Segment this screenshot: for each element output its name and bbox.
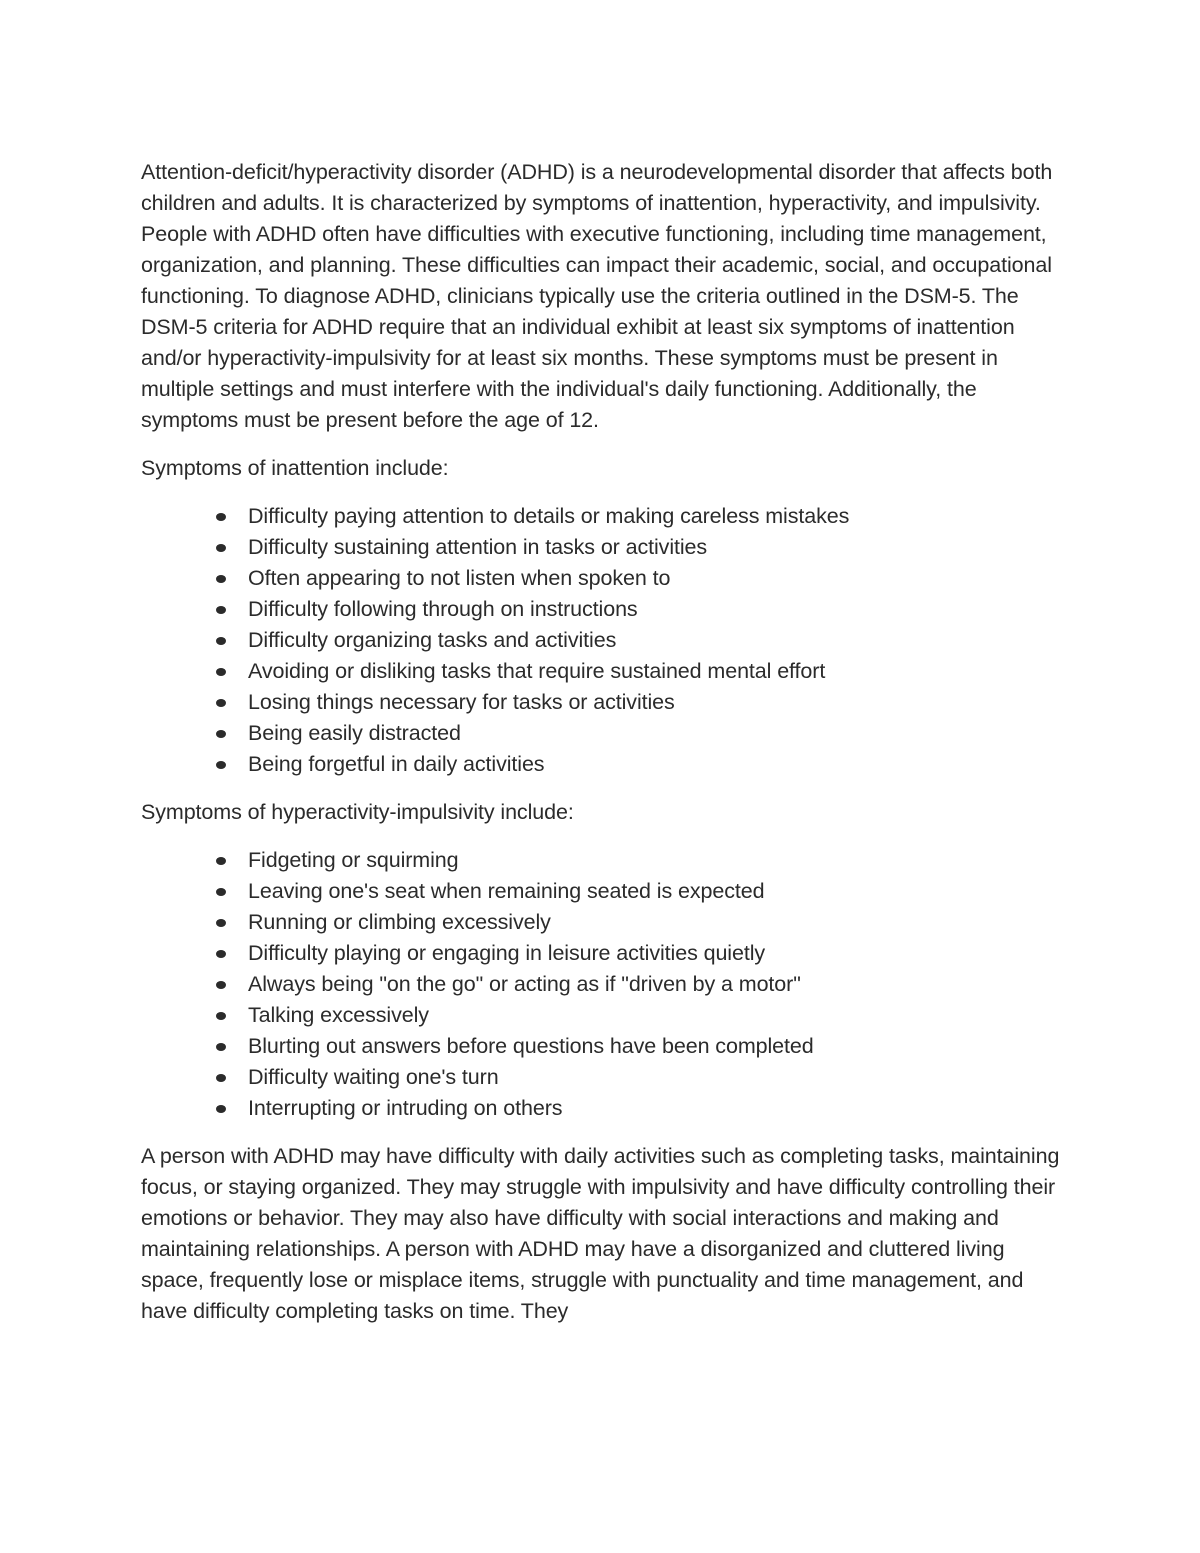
list-item-text: Leaving one's seat when remaining seated is expected xyxy=(248,879,765,903)
list-item xyxy=(141,1031,1061,1062)
hyperactivity-heading: Symptoms of hyperactivity-impulsivity include: xyxy=(141,800,574,824)
list-item-text: Always being "on the go" or acting as if "driven by a motor" xyxy=(248,972,801,996)
list-item-text: Difficulty following through on instructions xyxy=(248,597,638,621)
list-item xyxy=(141,1000,1061,1031)
list-item-text: Difficulty waiting one's turn xyxy=(248,1065,499,1089)
list-item-text: Often appearing to not listen when spoken to xyxy=(248,566,671,590)
list-item-text: Fidgeting or squirming xyxy=(248,848,459,872)
bullet-icon xyxy=(216,730,226,738)
bullet-icon xyxy=(216,919,226,927)
list-item xyxy=(141,687,1061,718)
bullet-icon xyxy=(216,637,226,645)
list-item-text: Difficulty playing or engaging in leisure activities quietly xyxy=(248,941,766,965)
list-item-text: Difficulty organizing tasks and activities xyxy=(248,628,617,652)
bullet-icon xyxy=(216,888,226,896)
bullet-icon xyxy=(216,699,226,707)
bullet-icon xyxy=(216,1074,226,1082)
bullet-icon xyxy=(216,761,226,769)
list-item xyxy=(141,563,1061,594)
list-item xyxy=(141,625,1061,656)
list-item-text: Losing things necessary for tasks or activities xyxy=(248,690,675,714)
document-page xyxy=(141,157,1061,1327)
list-item xyxy=(141,845,1061,876)
list-item xyxy=(141,749,1061,780)
list-item xyxy=(141,938,1061,969)
list-item-text: Being forgetful in daily activities xyxy=(248,752,545,776)
list-item xyxy=(141,718,1061,749)
inattention-heading: Symptoms of inattention include: xyxy=(141,456,449,480)
list-item xyxy=(141,532,1061,563)
hyperactivity-list xyxy=(141,845,1061,1124)
list-item-text: Talking excessively xyxy=(248,1003,429,1027)
list-item xyxy=(141,907,1061,938)
list-item xyxy=(141,1093,1061,1124)
bullet-icon xyxy=(216,544,226,552)
list-item-text: Running or climbing excessively xyxy=(248,910,551,934)
list-item xyxy=(141,969,1061,1000)
list-item xyxy=(141,876,1061,907)
list-item-text: Interrupting or intruding on others xyxy=(248,1096,563,1120)
bullet-icon xyxy=(216,1012,226,1020)
list-item-text: Difficulty paying attention to details or making careless mistakes xyxy=(248,504,850,528)
bullet-icon xyxy=(216,606,226,614)
list-item xyxy=(141,656,1061,687)
bullet-icon xyxy=(216,950,226,958)
bullet-icon xyxy=(216,857,226,865)
list-item xyxy=(141,594,1061,625)
closing-paragraph: A person with ADHD may have difficulty with daily activities such as completing tasks, maintaining focus, or staying organized. They may struggle with impulsivity and have difficulty controlling their emotions or behavior. They may also have difficulty with social interactions and making and maintaining relationships. A person with ADHD may have a disorganized and cluttered living space, frequently lose or misplace items, struggle with punctuality and time management, and have difficulty completing tasks on time. They xyxy=(141,1144,1060,1323)
list-item-text: Difficulty sustaining attention in tasks or activities xyxy=(248,535,708,559)
bullet-icon xyxy=(216,575,226,583)
bullet-icon xyxy=(216,668,226,676)
list-item-text: Being easily distracted xyxy=(248,721,461,745)
inattention-list xyxy=(141,501,1061,780)
list-item xyxy=(141,1062,1061,1093)
bullet-icon xyxy=(216,981,226,989)
bullet-icon xyxy=(216,1043,226,1051)
bullet-icon xyxy=(216,513,226,521)
list-item-text: Avoiding or disliking tasks that require sustained mental effort xyxy=(248,659,826,683)
list-item xyxy=(141,501,1061,532)
bullet-icon xyxy=(216,1105,226,1113)
list-item-text: Blurting out answers before questions have been completed xyxy=(248,1034,814,1058)
intro-paragraph: Attention-deficit/hyperactivity disorder (ADHD) is a neurodevelopmental disorder that affects both children and adults. It is characterized by symptoms of inattention, hyperactivity, and impulsivity. People with ADHD often have difficulties with executive functioning, including time management, organization, and planning. These difficulties can impact their academic, social, and occupational functioning. To diagnose ADHD, clinicians typically use the criteria outlined in the DSM-5. The DSM-5 criteria for ADHD require that an individual exhibit at least six symptoms of inattention and/or hyperactivity-impulsivity for at least six months. These symptoms must be present in multiple settings and must interfere with the individual's daily functioning. Additionally, the symptoms must be present before the age of 12. xyxy=(141,160,1053,432)
